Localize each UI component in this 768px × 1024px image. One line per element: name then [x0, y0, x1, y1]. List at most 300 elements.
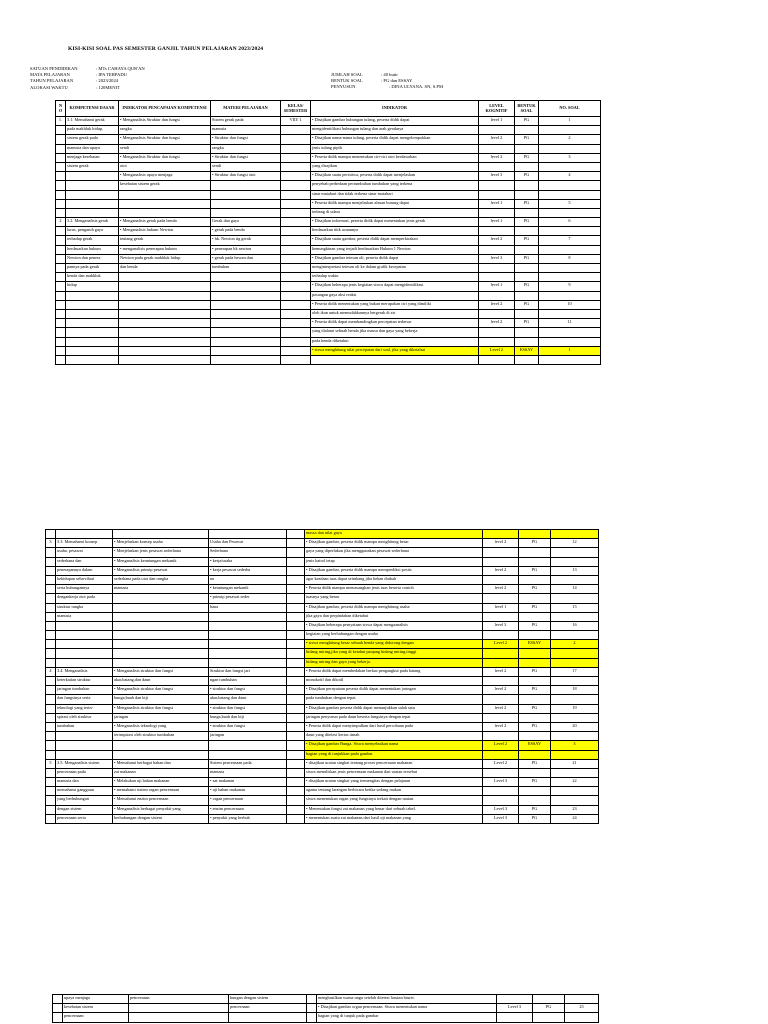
- info-label: BENTUK SOAL: [331, 78, 363, 84]
- cell-materi: • hk. Newton ttg gerak: [211, 236, 281, 245]
- cell-kompetensi-dasar: berdasarkan hukum: [66, 245, 119, 254]
- cell-kompetensi-dasar: [56, 658, 113, 667]
- cell-level-kognitif: Level 3: [483, 814, 519, 823]
- cell-no: [53, 1004, 63, 1013]
- cell-no: [56, 162, 66, 171]
- cell-kelas-semester: [287, 585, 305, 594]
- cell-indikator: jaringan penyusun pada daun beserta fungsinya dengan tepat: [305, 713, 483, 722]
- cell-level-kognitif: [483, 649, 519, 658]
- cell-kelas-semester: [281, 355, 311, 364]
- cell-kompetensi-dasar: penerapannya dalam: [56, 566, 113, 575]
- cell-level-kognitif: level 2: [479, 236, 515, 245]
- cell-level-kognitif: level 2: [483, 704, 519, 713]
- cell-kelas-semester: [287, 695, 305, 704]
- cell-no-soal: [551, 796, 599, 805]
- info-right: [331, 72, 443, 91]
- table-row: [46, 741, 599, 750]
- table-row: [46, 530, 599, 539]
- cell-no: [56, 135, 66, 144]
- cell-indikator-pencapaian: • Menganalisis hukum Newton: [119, 227, 211, 236]
- cell-kompetensi-dasar: manusia dan: [56, 778, 113, 787]
- cell-kompetensi-dasar: [66, 199, 119, 208]
- cell-bentuk-soal: PG: [515, 282, 539, 291]
- cell-no: [53, 1013, 63, 1022]
- cell-bentuk-soal: [515, 264, 539, 273]
- cell-bentuk-soal: [515, 355, 539, 364]
- cell-indikator: • Peserta didik mampu memasangkan jenis tuas beserta contoh: [305, 585, 483, 594]
- cell-indikator-pencapaian: zat makanan: [113, 768, 209, 777]
- table-row: [46, 686, 599, 695]
- cell-level-kognitif: Level 2: [483, 640, 519, 649]
- cell-bentuk-soal: [519, 787, 551, 796]
- cell-kompetensi-dasar: struktur rangka: [56, 603, 113, 612]
- cell-level-kognitif: Level 2: [483, 741, 519, 750]
- table-row: [53, 1004, 599, 1013]
- cell-level-kognitif: [483, 796, 519, 805]
- cell-indikator-pencapaian: [119, 319, 211, 328]
- cell-kompetensi-dasar: usaha, pesawat: [56, 548, 113, 557]
- cell-no: [46, 713, 56, 722]
- document-title: KISI-KISI SOAL PAS SEMESTER GANJIL TAHUN PELAJARAN 2023/2024: [68, 46, 264, 52]
- cell-materi: [211, 300, 281, 309]
- cell-no: [46, 787, 56, 796]
- table-row: [46, 759, 599, 768]
- cell-indikator: • Disajikan gambar, peserta didik mampu menghitung besar: [305, 539, 483, 548]
- cell-kelas-semester: [287, 575, 305, 584]
- table-row: [46, 575, 599, 584]
- cell-indikator-pencapaian: • Menganalisis teknologi yang: [113, 722, 209, 731]
- cell-no-soal: 21: [551, 759, 599, 768]
- cell-indikator-pencapaian: [113, 603, 209, 612]
- cell-kompetensi-dasar: menjaga kesehatan: [66, 153, 119, 162]
- cell-level-kognitif: level 2: [483, 722, 519, 731]
- cell-no: [56, 319, 66, 328]
- cell-no: [46, 805, 56, 814]
- info-label: ALOKASI WAKTU: [30, 84, 68, 90]
- cell-no: [46, 557, 56, 566]
- cell-indikator: yang disajikan: [311, 162, 479, 171]
- cell-no: [56, 355, 66, 364]
- cell-level-kognitif: level 2: [479, 153, 515, 162]
- cell-kompetensi-dasar: terhadap gerak: [66, 236, 119, 245]
- cell-indikator: agama tentang larangan berbicara ketika sedang makan: [305, 787, 483, 796]
- cell-no: [56, 273, 66, 282]
- cell-bentuk-soal: [533, 995, 565, 1004]
- cell-bentuk-soal: PG: [515, 254, 539, 263]
- cell-level-kognitif: [479, 328, 515, 337]
- cell-level-kognitif: [483, 750, 519, 759]
- cell-kompetensi-dasar: [56, 750, 113, 759]
- cell-indikator: pada benda diketahui: [311, 337, 479, 346]
- cell-indikator: bagian yang di tunjukkan pada gambar: [305, 750, 483, 759]
- cell-level-kognitif: [497, 1013, 533, 1022]
- table-row: [46, 695, 599, 704]
- cell-bentuk-soal: PG: [519, 805, 551, 814]
- table-row: [46, 778, 599, 787]
- info-label: SATUAN PENDIDIKAN: [30, 66, 78, 71]
- cell-materi: bungan dengan sistem: [229, 995, 307, 1004]
- cell-bentuk-soal: [515, 273, 539, 282]
- cell-materi: [209, 750, 287, 759]
- cell-materi: Gerak dan gaya: [211, 218, 281, 227]
- cell-kelas-semester: [281, 218, 311, 227]
- cell-kelas-semester: [287, 686, 305, 695]
- cell-indikator-pencapaian: [113, 530, 209, 539]
- cell-indikator: • Peserta didik menentukan yang bukan merupakan ciri yang dimiliki: [311, 300, 479, 309]
- cell-indikator: agar keadaan tuas dapat seimbang jika beban diubah: [305, 575, 483, 584]
- cell-materi: tumbuhan: [211, 264, 281, 273]
- cell-bentuk-soal: PG: [519, 539, 551, 548]
- cell-bentuk-soal: PG: [515, 236, 539, 245]
- cell-indikator-pencapaian: [119, 291, 211, 300]
- cell-bentuk-soal: [519, 649, 551, 658]
- cell-level-kognitif: level 1: [479, 117, 515, 126]
- cell-indikator-pencapaian: [129, 1013, 229, 1022]
- cell-no-soal: [551, 631, 599, 640]
- cell-indikator-pencapaian: [113, 649, 209, 658]
- cell-bentuk-soal: [519, 548, 551, 557]
- table-row: [56, 172, 601, 181]
- cell-no-soal: [551, 768, 599, 777]
- cell-indikator-pencapaian: sederhana pada otot dan rangka: [113, 575, 209, 584]
- cell-materi: rangka: [211, 144, 281, 153]
- info-left: [30, 66, 145, 91]
- cell-level-kognitif: [497, 995, 533, 1004]
- cell-materi: • enzim pencernaan: [209, 805, 287, 814]
- cell-no: [56, 346, 66, 355]
- cell-no: [46, 704, 56, 713]
- cell-indikator: • Disajikan gambar, peserta didik mampu memprediksi posisi: [305, 566, 483, 575]
- cell-kelas-semester: [281, 300, 311, 309]
- cell-materi: • gerak pada hewan dan: [211, 254, 281, 263]
- cell-kelas-semester: [307, 995, 317, 1004]
- cell-no: 2: [56, 218, 66, 227]
- cell-no-soal: [539, 273, 601, 282]
- cell-no-soal: [551, 677, 599, 686]
- cell-kelas-semester: [287, 566, 305, 575]
- cell-indikator-pencapaian: [119, 282, 211, 291]
- cell-indikator: • Disajikan informasi, peserta didik dapat menentukan jenis gerak: [311, 218, 479, 227]
- cell-kompetensi-dasar: [66, 346, 119, 355]
- cell-indikator: • siswa menghitung besar sebuah benda yang didorong dengan: [305, 640, 483, 649]
- cell-materi: [211, 199, 281, 208]
- cell-indikator: jenis tulang pipih: [311, 144, 479, 153]
- cell-kelas-semester: [287, 667, 305, 676]
- cell-materi: [211, 282, 281, 291]
- cell-indikator-pencapaian: tentang gerak: [119, 236, 211, 245]
- kisi-kisi-table-1: [55, 100, 601, 365]
- cell-materi: • kerja/usaha: [209, 557, 287, 566]
- cell-indikator-pencapaian: akar,batang,dan daun: [113, 677, 209, 686]
- cell-level-kognitif: Level 3: [483, 805, 519, 814]
- cell-indikator: yang dialami sebuah benda jika massa dan gaya yang bekerja: [311, 328, 479, 337]
- info-value: : MTs CAHAYA QUR'AN: [96, 66, 145, 71]
- table-row: [46, 732, 599, 741]
- cell-materi: • Struktur dan fungsi otot: [211, 172, 281, 181]
- cell-no: [46, 741, 56, 750]
- cell-no: [56, 208, 66, 217]
- cell-kelas-semester: [281, 282, 311, 291]
- cell-materi: [211, 181, 281, 190]
- header-kelas-semester: KELAS/ SEMESTER: [281, 101, 311, 117]
- cell-indikator-pencapaian: • Menganalisis struktur dan fungsi: [113, 667, 209, 676]
- table-row: [56, 282, 601, 291]
- table-row: [56, 199, 601, 208]
- cell-materi: • struktur dan fungsi: [209, 722, 287, 731]
- cell-bentuk-soal: PG: [533, 1004, 565, 1013]
- cell-level-kognitif: [479, 144, 515, 153]
- cell-indikator-pencapaian: kesehatan sistem gerak: [119, 181, 211, 190]
- cell-no-soal: 3: [539, 153, 601, 162]
- cell-kelas-semester: [281, 273, 311, 282]
- cell-kelas-semester: [287, 603, 305, 612]
- header-indikator: INDIKATOR: [311, 101, 479, 117]
- cell-materi: [229, 1013, 307, 1022]
- cell-indikator-pencapaian: • Menganalisis Struktur dan fungsi: [119, 117, 211, 126]
- cell-indikator-pencapaian: pencernaan: [129, 995, 229, 1004]
- cell-bentuk-soal: ESSAY: [515, 346, 539, 355]
- cell-kompetensi-dasar: memahami gangguan: [56, 787, 113, 796]
- table-row: [56, 126, 601, 135]
- cell-bentuk-soal: PG: [515, 319, 539, 328]
- cell-level-kognitif: level 2: [483, 539, 519, 548]
- cell-indikator: monokotil dan dikotil: [305, 677, 483, 686]
- cell-indikator: • Peserta didik dapat menyimpulkan dari hasil percobaan pada: [305, 722, 483, 731]
- header-no: N O: [56, 101, 66, 117]
- cell-no-soal: [539, 144, 601, 153]
- cell-level-kognitif: [483, 548, 519, 557]
- cell-level-kognitif: level 2: [479, 135, 515, 144]
- cell-kelas-semester: [281, 328, 311, 337]
- cell-kompetensi-dasar: pencernaan serta: [56, 814, 113, 823]
- cell-bentuk-soal: PG: [519, 778, 551, 787]
- cell-kelas-semester: [281, 319, 311, 328]
- cell-no-soal: [551, 594, 599, 603]
- cell-no-soal: [539, 291, 601, 300]
- cell-bentuk-soal: PG: [519, 704, 551, 713]
- cell-materi: hana: [209, 603, 287, 612]
- cell-kompetensi-dasar: [66, 337, 119, 346]
- cell-no: [46, 530, 56, 539]
- cell-no: [46, 585, 56, 594]
- kisi-kisi-table-3: [52, 994, 599, 1023]
- cell-no-soal: 15: [551, 603, 599, 612]
- cell-kompetensi-dasar: [66, 181, 119, 190]
- cell-kompetensi-dasar: [56, 649, 113, 658]
- cell-materi: [211, 337, 281, 346]
- cell-no: [56, 282, 66, 291]
- cell-indikator: • Disajikan gambar hubungan tulang, peserta didik dapat: [311, 117, 479, 126]
- table-row: [56, 135, 601, 144]
- cell-kompetensi-dasar: benda dan makhluk: [66, 273, 119, 282]
- cell-level-kognitif: [483, 658, 519, 667]
- table-header-row: [56, 101, 601, 117]
- cell-no-soal: 22: [551, 778, 599, 787]
- cell-kompetensi-dasar: [56, 732, 113, 741]
- info-value: : 2023/2024: [96, 78, 119, 84]
- cell-indikator-pencapaian: • Menganalisis Struktur dan fungsi: [119, 135, 211, 144]
- cell-no-soal: 25: [565, 1004, 599, 1013]
- cell-materi: • zat makanan: [209, 778, 287, 787]
- cell-kelas-semester: [287, 787, 305, 796]
- cell-indikator-pencapaian: [119, 337, 211, 346]
- cell-kelas-semester: [281, 245, 311, 254]
- info-value: : 40 butir: [381, 72, 398, 77]
- table-row: [56, 144, 601, 153]
- cell-indikator-pencapaian: [119, 300, 211, 309]
- cell-no: 4: [46, 667, 56, 676]
- table-row: [53, 1013, 599, 1022]
- cell-no-soal: 20: [551, 722, 599, 731]
- cell-indikator-pencapaian: [119, 208, 211, 217]
- cell-level-kognitif: Level 3: [483, 778, 519, 787]
- cell-level-kognitif: level 1: [479, 282, 515, 291]
- cell-indikator: penyebab perbedaan pertumbuhan tumbuhan yang terkena: [311, 181, 479, 190]
- cell-kompetensi-dasar: [56, 631, 113, 640]
- cell-no: [56, 144, 66, 153]
- cell-no-soal: [551, 530, 599, 539]
- cell-level-kognitif: [483, 768, 519, 777]
- cell-no-soal: [539, 181, 601, 190]
- cell-level-kognitif: level 2: [483, 686, 519, 695]
- cell-kompetensi-dasar: [66, 309, 119, 318]
- cell-bentuk-soal: [519, 594, 551, 603]
- cell-indikator: • Disajikan gambar Bunga. Siswa menyebutkan nama: [305, 741, 483, 750]
- cell-level-kognitif: level 1: [483, 603, 519, 612]
- cell-no: [46, 778, 56, 787]
- cell-no: [46, 631, 56, 640]
- cell-level-kognitif: [483, 530, 519, 539]
- cell-bentuk-soal: [515, 291, 539, 300]
- cell-bentuk-soal: PG: [519, 585, 551, 594]
- cell-materi: • penyakit yang berhub: [209, 814, 287, 823]
- cell-indikator-pencapaian: otot: [119, 162, 211, 171]
- table-row: [46, 548, 599, 557]
- cell-level-kognitif: [479, 190, 515, 199]
- cell-materi: [211, 319, 281, 328]
- cell-kompetensi-dasar: [56, 640, 113, 649]
- cell-bentuk-soal: ESSAY: [519, 640, 551, 649]
- cell-no: [46, 658, 56, 667]
- cell-indikator-pencapaian: bunga,buah dan biji: [113, 695, 209, 704]
- cell-no: [56, 245, 66, 254]
- cell-bentuk-soal: [519, 677, 551, 686]
- cell-kelas-semester: [281, 199, 311, 208]
- cell-kelas-semester: [281, 309, 311, 318]
- cell-no: [56, 328, 66, 337]
- cell-level-kognitif: Level 2: [479, 346, 515, 355]
- cell-no: [46, 677, 56, 686]
- cell-kompetensi-dasar: pada makhluk hidup,: [66, 126, 119, 135]
- cell-materi: Sederhana: [209, 548, 287, 557]
- cell-no-soal: 6: [539, 218, 601, 227]
- cell-kompetensi-dasar: keterkaitan struktur: [56, 677, 113, 686]
- cell-no: [56, 190, 66, 199]
- cell-kelas-semester: [307, 1004, 317, 1013]
- cell-kompetensi-dasar: jaringan tumbuhan: [56, 686, 113, 695]
- cell-no: [56, 181, 66, 190]
- cell-kelas-semester: [287, 805, 305, 814]
- cell-materi: [211, 309, 281, 318]
- cell-indikator-pencapaian: [113, 741, 209, 750]
- cell-kompetensi-dasar: manusia: [56, 612, 113, 621]
- cell-no: [56, 126, 66, 135]
- cell-no-soal: [539, 126, 601, 135]
- cell-no-soal: [539, 227, 601, 236]
- cell-materi: ngan tumbuhan: [209, 677, 287, 686]
- info-label: PENYUSUN: [331, 84, 356, 90]
- cell-indikator-pencapaian: • Menganalisis prinsip pesawat: [113, 566, 209, 575]
- cell-no: [56, 227, 66, 236]
- cell-indikator-pencapaian: manusia: [113, 585, 209, 594]
- cell-no-soal: 1: [539, 117, 601, 126]
- cell-kelas-semester: [287, 649, 305, 658]
- table-row: [56, 309, 601, 318]
- cell-indikator-pencapaian: • Menjelaskan jenis pesawat sederhana: [113, 548, 209, 557]
- info-value: : PG dan ESSAY: [381, 78, 413, 84]
- cell-kelas-semester: [281, 208, 311, 217]
- cell-no-soal: [551, 658, 599, 667]
- cell-kompetensi-dasar: [66, 319, 119, 328]
- cell-materi: [209, 631, 287, 640]
- header-no-soal: NO. SOAL: [539, 101, 601, 117]
- table-row: [56, 273, 601, 282]
- cell-materi: • uji bahan makanan: [209, 787, 287, 796]
- cell-no: [46, 603, 56, 612]
- cell-no: 3: [46, 539, 56, 548]
- table-row: [46, 539, 599, 548]
- cell-materi: [211, 291, 281, 300]
- cell-indikator: [311, 355, 479, 364]
- cell-indikator: bagian yang di tunjuk pada gambar: [317, 1013, 497, 1022]
- table-row: [46, 640, 599, 649]
- table-row: [56, 328, 601, 337]
- cell-kompetensi-dasar: [66, 300, 119, 309]
- cell-bentuk-soal: [515, 328, 539, 337]
- cell-bentuk-soal: [515, 126, 539, 135]
- cell-no: [46, 612, 56, 621]
- cell-materi: • struktur dan fungsi: [209, 704, 287, 713]
- cell-materi: Sistem gerak pada: [211, 117, 281, 126]
- cell-indikator: • Disajikan gambar, peserta didik mampu menghitung usaha: [305, 603, 483, 612]
- cell-indikator: • menentukan suatu zat makanan,dari hasil uji makanan yang: [305, 814, 483, 823]
- cell-materi: • penerapan hk newton: [211, 245, 281, 254]
- cell-materi: jaringan: [209, 732, 287, 741]
- table-row: [56, 300, 601, 309]
- cell-indikator: • Disajikan beberapa jenis kegiatan siswa dapat mengidentifikasi: [311, 282, 479, 291]
- cell-indikator-pencapaian: sendi: [119, 144, 211, 153]
- cell-kompetensi-dasar: teknologi yang terin-: [56, 704, 113, 713]
- table-row: [46, 566, 599, 575]
- cell-no-soal: 16: [551, 621, 599, 630]
- cell-indikator: • Disajikan gambar peserta didik dapat menunjukkan salah satu: [305, 704, 483, 713]
- cell-kompetensi-dasar: pannya pada gerak: [66, 264, 119, 273]
- cell-indikator: oleh ikan untuk memudahkannya bergerak di air: [311, 309, 479, 318]
- cell-no: [46, 575, 56, 584]
- cell-kompetensi-dasar: lurus, pengaruh gaya: [66, 227, 119, 236]
- cell-kompetensi-dasar: spirasi oleh struktur: [56, 713, 113, 722]
- cell-level-kognitif: [483, 575, 519, 584]
- cell-materi: • struktur dan fungsi: [209, 686, 287, 695]
- cell-indikator-pencapaian: rangka: [119, 126, 211, 135]
- info-label: JUMLAH SOAL: [331, 72, 363, 77]
- cell-indikator: daun yang ditetesi kertas timah: [305, 732, 483, 741]
- cell-indikator: pasangan gaya aksi reaksi: [311, 291, 479, 300]
- table-row: [46, 796, 599, 805]
- cell-kompetensi-dasar: sederhana dan: [56, 557, 113, 566]
- cell-indikator-pencapaian: [113, 612, 209, 621]
- cell-materi: • keuntungan mekanik: [209, 585, 287, 594]
